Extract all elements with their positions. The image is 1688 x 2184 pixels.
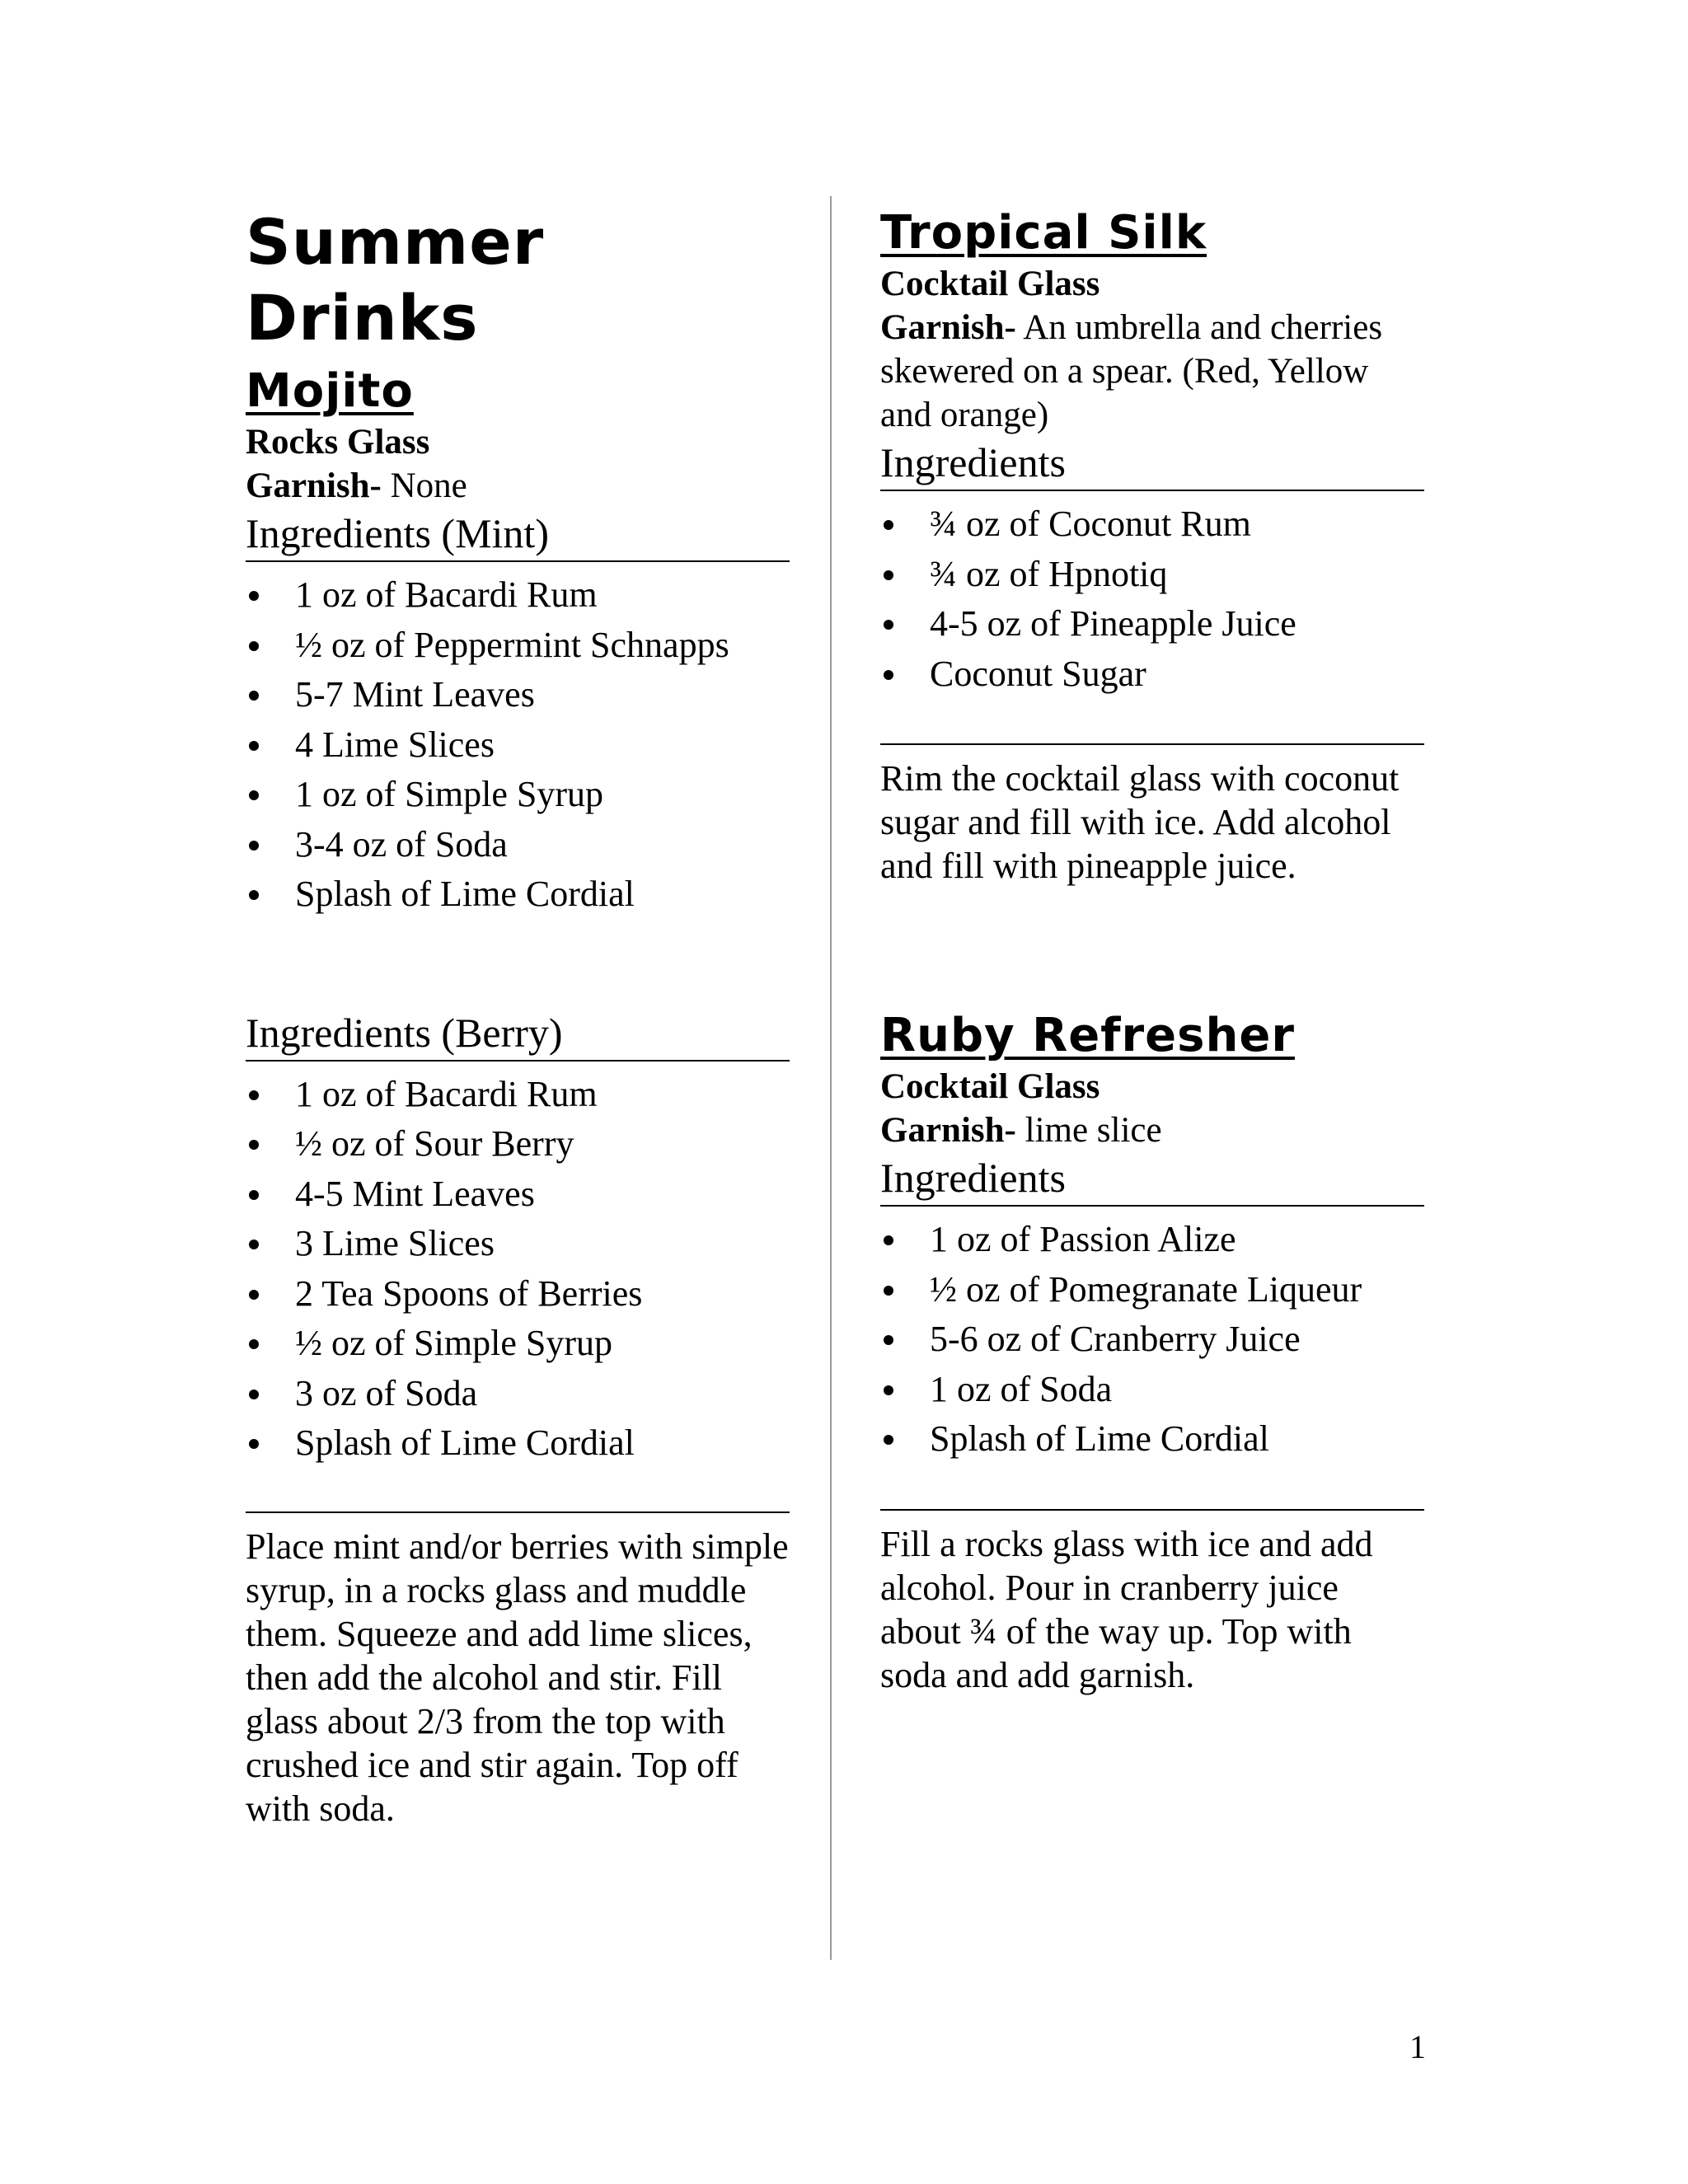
ingredient-item: Coconut Sugar bbox=[880, 649, 1424, 700]
ingredient-list-ruby-refresher bbox=[880, 1215, 1424, 1465]
ingredient-item: ½ oz of Pomegranate Liqueur bbox=[880, 1265, 1424, 1315]
garnish-line: Garnish- lime slice bbox=[880, 1111, 1162, 1150]
ingredients-heading-berry: Ingredients (Berry) bbox=[246, 1009, 790, 1062]
ingredient-item: 1 oz of Soda bbox=[880, 1365, 1424, 1415]
ingredient-item: 4-5 Mint Leaves bbox=[246, 1169, 790, 1220]
glass-type: Cocktail Glass bbox=[880, 1067, 1100, 1106]
ingredient-item: ½ oz of Sour Berry bbox=[246, 1119, 790, 1169]
section-rule bbox=[246, 1511, 790, 1513]
left-column bbox=[246, 204, 790, 1830]
ingredient-item: 3 oz of Soda bbox=[246, 1369, 790, 1419]
ingredient-item: 3 Lime Slices bbox=[246, 1219, 790, 1269]
ingredient-item: 1 oz of Bacardi Rum bbox=[246, 1070, 790, 1120]
ingredient-item: ¾ oz of Hpnotiq bbox=[880, 550, 1424, 600]
instructions-mojito: Place mint and/or berries with simple syrup, in a rocks glass and muddle them. Squeeze and add lime slices, then add the alcohol and stir. Fill glass about 2/3 from the top with crushed ice and stir again. Top off with soda. bbox=[246, 1526, 789, 1829]
column-divider bbox=[830, 196, 832, 1960]
ingredient-item: 4-5 oz of Pineapple Juice bbox=[880, 599, 1424, 649]
ingredients-heading: Ingredients bbox=[880, 1154, 1424, 1207]
ingredient-list-mint bbox=[246, 570, 790, 920]
ingredient-item: 3-4 oz of Soda bbox=[246, 820, 790, 870]
ingredient-item: Splash of Lime Cordial bbox=[246, 869, 790, 920]
ingredient-item: 5-6 oz of Cranberry Juice bbox=[880, 1315, 1424, 1365]
ingredient-item: ½ oz of Peppermint Schnapps bbox=[246, 621, 790, 671]
garnish-line: Garnish- None bbox=[246, 466, 467, 505]
ingredient-item: 1 oz of Simple Syrup bbox=[246, 770, 790, 820]
glass-type: Rocks Glass bbox=[246, 423, 430, 462]
drink-title-tropical-silk: Tropical Silk bbox=[880, 206, 1207, 260]
section-rule bbox=[880, 743, 1424, 745]
ingredient-item: ½ oz of Simple Syrup bbox=[246, 1319, 790, 1369]
glass-type: Cocktail Glass bbox=[880, 265, 1100, 303]
page-title: Summer Drinks bbox=[246, 205, 545, 354]
drink-title-ruby-refresher: Ruby Refresher bbox=[880, 1009, 1295, 1062]
garnish-line: Garnish- An umbrella and cherries skewered on a spear. (Red, Yellow and orange) bbox=[880, 308, 1383, 434]
ingredient-item: 4 Lime Slices bbox=[246, 720, 790, 771]
section-rule bbox=[880, 1509, 1424, 1511]
ingredient-item: 2 Tea Spoons of Berries bbox=[246, 1269, 790, 1319]
ingredient-item: 1 oz of Passion Alize bbox=[880, 1215, 1424, 1265]
ingredient-list-berry bbox=[246, 1070, 790, 1469]
ingredient-item: 5-7 Mint Leaves bbox=[246, 670, 790, 720]
ingredient-item: ¾ oz of Coconut Rum bbox=[880, 499, 1424, 550]
page-number: 1 bbox=[1409, 2028, 1426, 2065]
ingredient-item: 1 oz of Bacardi Rum bbox=[246, 570, 790, 621]
ingredients-heading-mint: Ingredients (Mint) bbox=[246, 509, 790, 562]
ingredient-item: Splash of Lime Cordial bbox=[246, 1418, 790, 1469]
ingredient-item: Splash of Lime Cordial bbox=[880, 1414, 1424, 1465]
right-column bbox=[880, 204, 1424, 1697]
drink-title-mojito: Mojito bbox=[246, 364, 414, 418]
ingredients-heading: Ingredients bbox=[880, 438, 1424, 491]
instructions-ruby-refresher: Fill a rocks glass with ice and add alcohol. Pour in cranberry juice about ¾ of the way up. Top with soda and add garnish. bbox=[880, 1523, 1373, 1695]
instructions-tropical-silk: Rim the cocktail glass with coconut sugar and fill with ice. Add alcohol and fill with pineapple juice. bbox=[880, 758, 1400, 886]
ingredient-list-tropical-silk bbox=[880, 499, 1424, 699]
